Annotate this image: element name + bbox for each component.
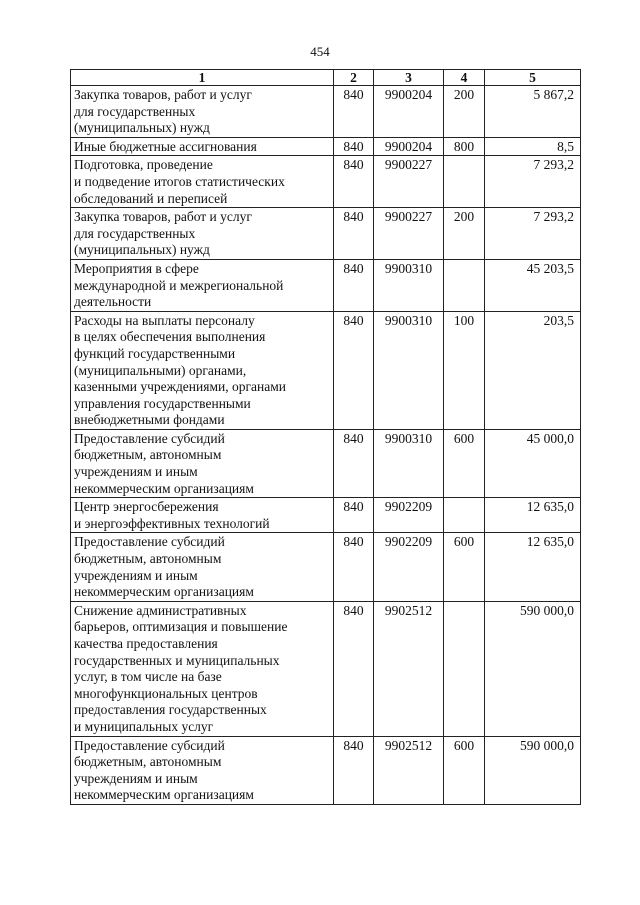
row-code-4: 600: [444, 736, 485, 804]
row-amount: 12 635,0: [485, 533, 581, 601]
row-name: Расходы на выплаты персоналу в целях обеспечения выполнения функций государственными (муниципальными) органами, казенными учреждениями, органами управления государственными внебюджетными фондами: [71, 311, 334, 429]
row-amount: 590 000,0: [485, 601, 581, 736]
row-name: Центр энергосбережения и энергоэффективных технологий: [71, 498, 334, 533]
row-code-4: 200: [444, 208, 485, 260]
page-number: 454: [310, 44, 330, 59]
row-code-2: 840: [334, 86, 374, 138]
row-amount: 8,5: [485, 137, 581, 156]
table-row: [71, 498, 581, 533]
row-name: Иные бюджетные ассигнования: [71, 137, 334, 156]
row-code-3: 9900310: [374, 429, 444, 497]
row-code-4: [444, 601, 485, 736]
row-amount: 590 000,0: [485, 736, 581, 804]
row-amount: 203,5: [485, 311, 581, 429]
row-code-2: 840: [334, 156, 374, 208]
row-code-4: [444, 156, 485, 208]
row-name: Предоставление субсидий бюджетным, автономным учреждениям и иным некоммерческим организациям: [71, 533, 334, 601]
row-name: Закупка товаров, работ и услуг для государственных (муниципальных) нужд: [71, 208, 334, 260]
row-code-4: 600: [444, 429, 485, 497]
row-code-4: [444, 498, 485, 533]
budget-table: [70, 69, 581, 805]
table-row: [71, 156, 581, 208]
table-row: [71, 429, 581, 497]
row-code-3: 9902209: [374, 533, 444, 601]
row-code-4: 100: [444, 311, 485, 429]
row-code-3: 9902209: [374, 498, 444, 533]
row-amount: 45 000,0: [485, 429, 581, 497]
row-name: Закупка товаров, работ и услуг для государственных (муниципальных) нужд: [71, 86, 334, 138]
row-code-4: [444, 259, 485, 311]
row-code-3: 9900227: [374, 208, 444, 260]
column-header-4: 4: [444, 70, 485, 86]
row-name: Предоставление субсидий бюджетным, автономным учреждениям и иным некоммерческим организациям: [71, 736, 334, 804]
row-amount: 7 293,2: [485, 208, 581, 260]
row-name: Снижение административных барьеров, оптимизация и повышение качества предоставления государственных и муниципальных услуг, в том числе на базе многофункциональных центров предоставления государственных и муниципальных услуг: [71, 601, 334, 736]
row-code-2: 840: [334, 601, 374, 736]
row-code-3: 9900204: [374, 86, 444, 138]
row-code-3: 9900310: [374, 311, 444, 429]
table-row: [71, 736, 581, 804]
row-amount: 12 635,0: [485, 498, 581, 533]
row-name: Предоставление субсидий бюджетным, автономным учреждениям и иным некоммерческим организациям: [71, 429, 334, 497]
row-code-2: 840: [334, 498, 374, 533]
table-row: [71, 533, 581, 601]
row-code-3: 9900227: [374, 156, 444, 208]
table-row: [71, 208, 581, 260]
row-code-4: 200: [444, 86, 485, 138]
row-code-2: 840: [334, 533, 374, 601]
row-code-3: 9902512: [374, 736, 444, 804]
table-row: [71, 601, 581, 736]
column-header-2: 2: [334, 70, 374, 86]
row-code-3: 9902512: [374, 601, 444, 736]
table-row: [71, 259, 581, 311]
row-amount: 5 867,2: [485, 86, 581, 138]
table-row: [71, 137, 581, 156]
row-amount: 7 293,2: [485, 156, 581, 208]
row-code-3: 9900204: [374, 137, 444, 156]
column-header-3: 3: [374, 70, 444, 86]
table-row: [71, 311, 581, 429]
column-header-5: 5: [485, 70, 581, 86]
column-header-1: 1: [71, 70, 334, 86]
row-code-2: 840: [334, 208, 374, 260]
row-code-4: 600: [444, 533, 485, 601]
row-amount: 45 203,5: [485, 259, 581, 311]
row-code-4: 800: [444, 137, 485, 156]
row-code-2: 840: [334, 259, 374, 311]
table-header-row: [71, 70, 581, 86]
row-name: Мероприятия в сфере международной и межрегиональной деятельности: [71, 259, 334, 311]
row-code-2: 840: [334, 736, 374, 804]
table-row: [71, 86, 581, 138]
row-code-2: 840: [334, 311, 374, 429]
row-code-3: 9900310: [374, 259, 444, 311]
row-code-2: 840: [334, 429, 374, 497]
row-code-2: 840: [334, 137, 374, 156]
row-name: Подготовка, проведение и подведение итогов статистических обследований и переписей: [71, 156, 334, 208]
